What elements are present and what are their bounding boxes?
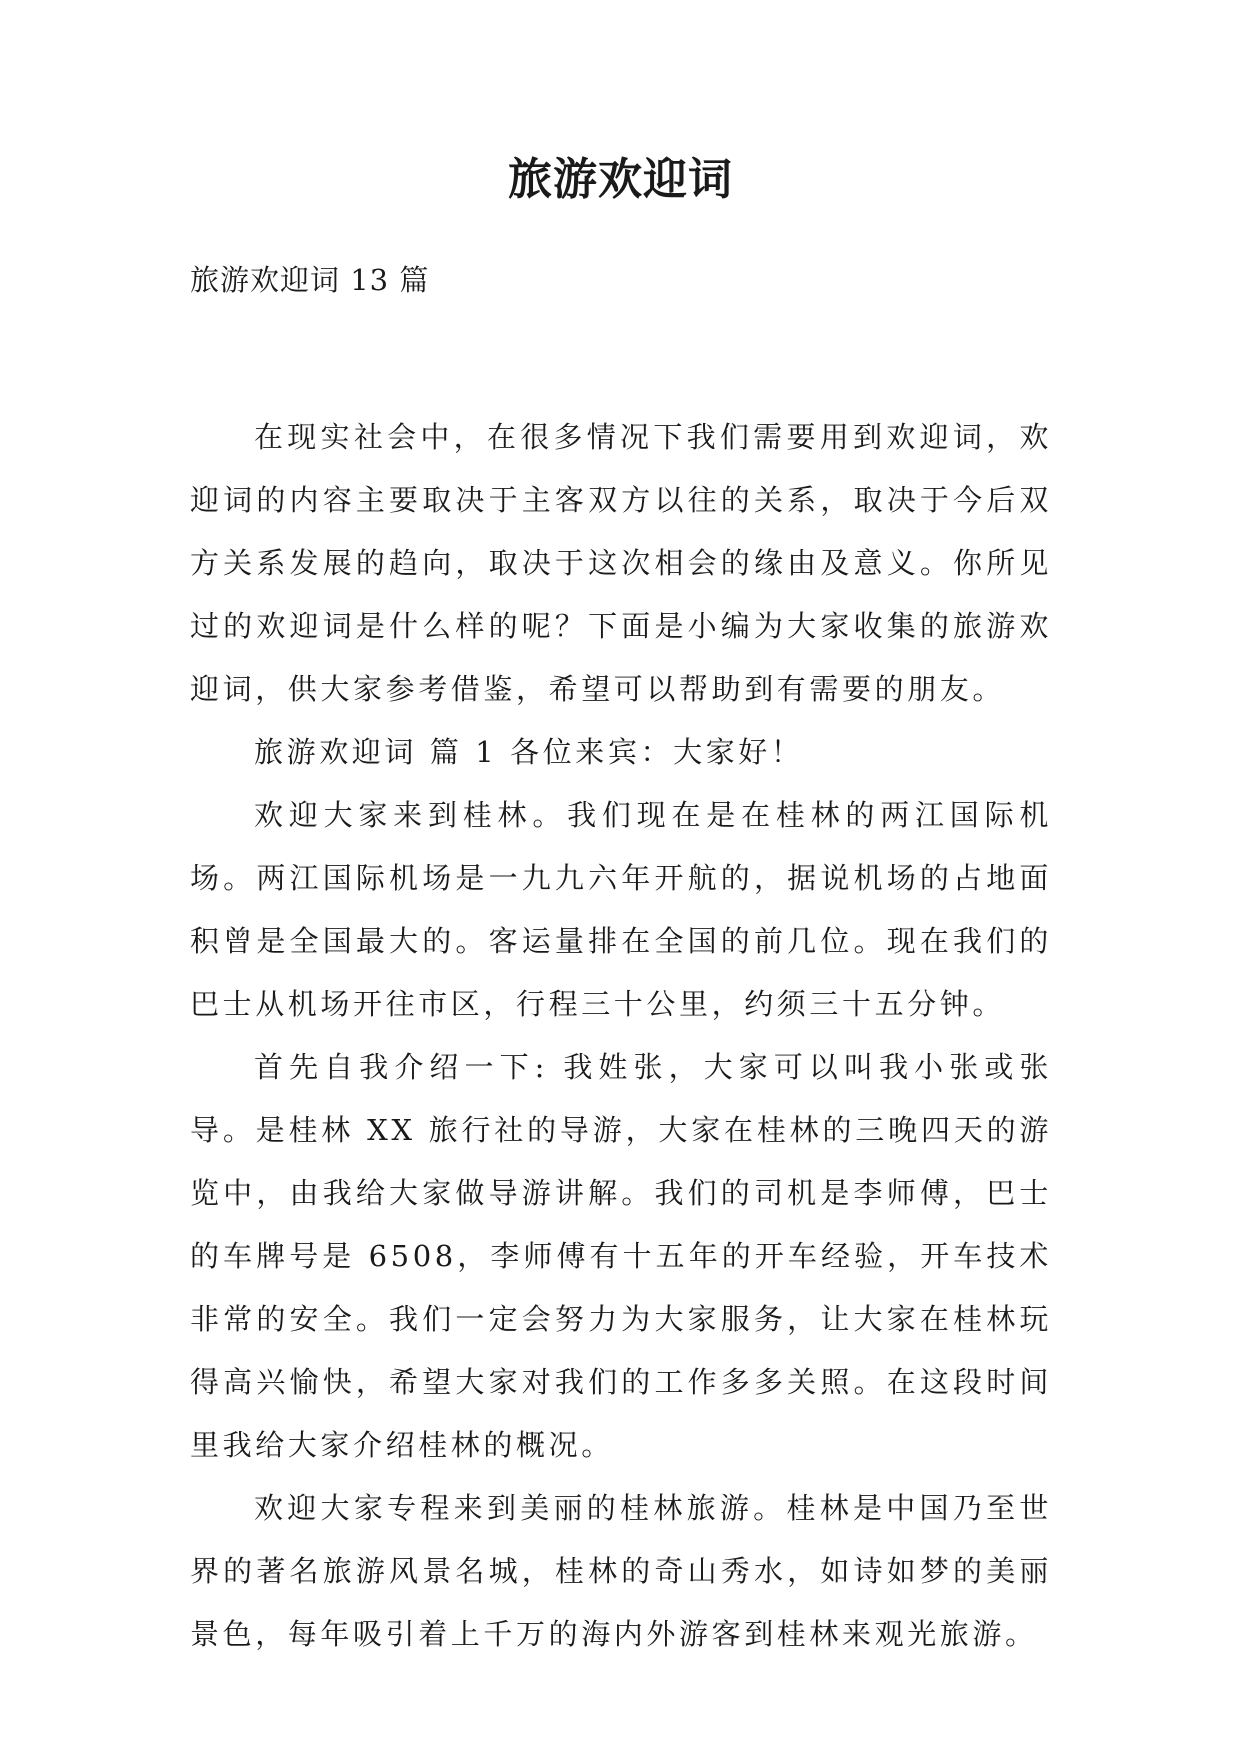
paragraph-guilin-welcome: 欢迎大家专程来到美丽的桂林旅游。桂林是中国乃至世界的著名旅游风景名城，桂林的奇山秀水，如诗如梦的美丽景色，每年吸引着上千万的海内外游客到桂林来观光旅游。 (190, 1491, 1052, 1651)
paragraph-intro: 在现实社会中，在很多情况下我们需要用到欢迎词，欢迎词的内容主要取决于主客双方以往的关系，取决于今后双方关系发展的趋向，取决于这次相会的缘由及意义。你所见过的欢迎词是什么样的呢？下面是小编为大家收集的旅游欢迎词，供大家参考借鉴，希望可以帮助到有需要的朋友。 (190, 420, 1052, 706)
paragraph-self-intro: 首先自我介绍一下: 我姓张，大家可以叫我小张或张导。是桂林 XX 旅行社的导游，大家在桂林的三晚四天的游览中，由我给大家做导游讲解。我们的司机是李师傅，巴士的车牌号是 6508，李师傅有十五年的开车经验，开车技术非常的安全。我们一定会努力为大家服务，让大家在桂林玩得高兴愉快，希望大家对我们的工作多多关照。在这段时间里我给大家介绍桂林的概况。 (190, 1050, 1052, 1462)
paragraph-greeting: 旅游欢迎词 篇 1 各位来宾：大家好！ (254, 735, 804, 769)
document-title: 旅游欢迎词 (508, 154, 733, 205)
document-subtitle: 旅游欢迎词 13 篇 (190, 263, 430, 297)
document-body (190, 406, 1052, 1666)
paragraph-airport: 欢迎大家来到桂林。我们现在是在桂林的两江国际机场。两江国际机场是一九九六年开航的，据说机场的占地面积曾是全国最大的。客运量排在全国的前几位。现在我们的巴士从机场开往市区，行程三十公里，约须三十五分钟。 (190, 798, 1052, 1021)
